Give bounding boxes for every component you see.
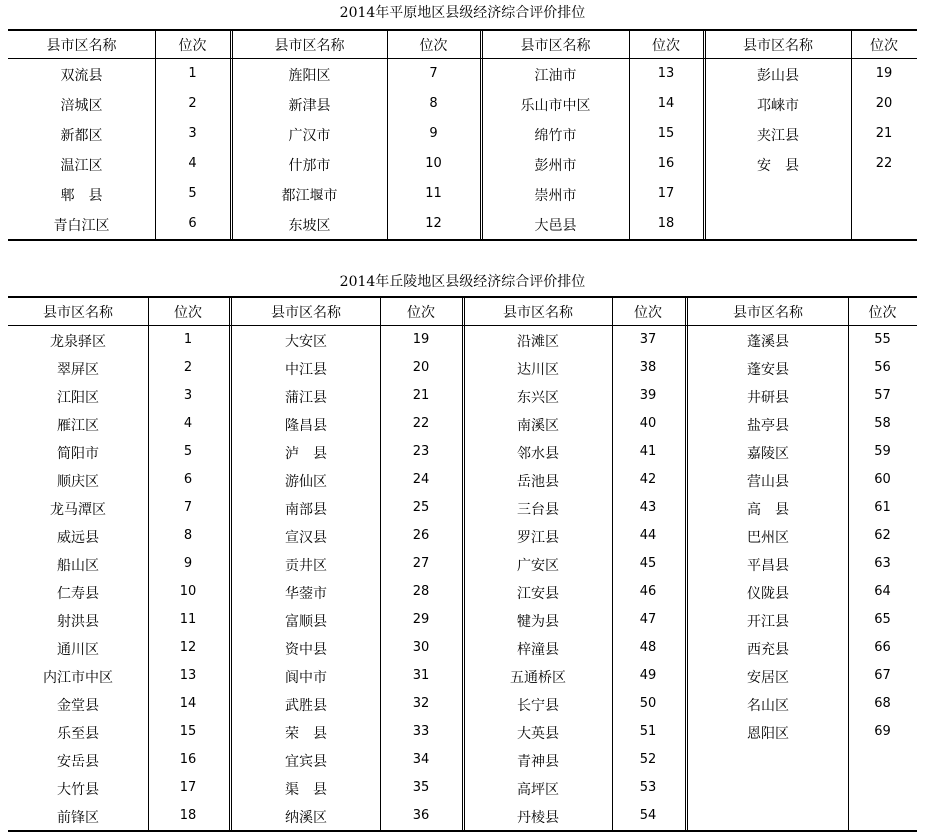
county-name: 都江堰市: [281, 188, 338, 204]
rank-value: 54: [639, 808, 657, 823]
rank-value: 26: [412, 528, 430, 543]
county-name: 射洪县: [57, 614, 99, 630]
county-name: 三台县: [517, 502, 559, 518]
rank-value: 61: [874, 500, 891, 515]
county-name: 巴州区: [747, 530, 789, 546]
county-name: 梓潼县: [517, 642, 559, 658]
rank-value: 1: [188, 66, 197, 81]
county-name: 威远县: [57, 530, 99, 546]
rank-value: 7: [429, 66, 438, 81]
rank-value: 8: [429, 96, 438, 111]
hill-group-separator: [462, 296, 463, 830]
rank-value: 2: [188, 96, 197, 111]
county-name: 彭山县: [757, 68, 799, 84]
rank-value: 11: [425, 186, 442, 201]
county-name: 新都区: [60, 128, 103, 144]
rank-value: 52: [639, 752, 657, 767]
plain-header-name: 县市区名称: [743, 37, 813, 54]
rank-value: 2: [183, 360, 193, 375]
rank-value: 69: [874, 724, 891, 739]
rank-value: 5: [188, 186, 197, 201]
rank-value: 49: [639, 668, 657, 683]
rank-value: 23: [412, 444, 430, 459]
county-name: 温江区: [60, 158, 103, 174]
plain-header-name: 县市区名称: [46, 37, 117, 54]
county-name: 中江县: [285, 362, 327, 378]
plain-bottom-rule: [8, 239, 917, 241]
rank-value: 30: [412, 640, 430, 655]
rank-value: 22: [412, 416, 430, 431]
county-name: 渠 县: [285, 782, 327, 798]
rank-value: 13: [179, 668, 197, 683]
county-name: 崇州市: [534, 188, 577, 204]
county-name: 高坪区: [517, 782, 559, 798]
county-name: 乐山市中区: [520, 98, 591, 114]
rank-value: 15: [179, 724, 197, 739]
rank-value: 40: [639, 416, 657, 431]
plain-header-name: 县市区名称: [274, 37, 345, 54]
county-name: 郫 县: [60, 188, 103, 204]
county-name: 新津县: [288, 98, 331, 114]
rank-value: 57: [874, 388, 891, 403]
county-name: 资中县: [285, 642, 327, 658]
county-name: 安岳县: [57, 754, 99, 770]
rank-value: 48: [639, 640, 657, 655]
county-name: 纳溪区: [285, 810, 327, 826]
rank-value: 12: [425, 216, 442, 231]
rank-value: 17: [657, 186, 675, 201]
county-name: 阆中市: [285, 670, 327, 686]
rank-value: 8: [183, 528, 193, 543]
rank-value: 68: [874, 696, 891, 711]
hill-header-rank: 位次: [174, 304, 202, 321]
county-name: 犍为县: [517, 614, 559, 630]
rank-value: 55: [874, 332, 891, 347]
plain-group-separator: [480, 29, 481, 239]
rank-value: 12: [179, 640, 197, 655]
rank-value: 34: [412, 752, 430, 767]
county-name: 安 县: [757, 158, 799, 174]
hill-header-name: 县市区名称: [503, 304, 573, 321]
plain-header-name: 县市区名称: [520, 37, 591, 54]
county-name: 涪城区: [60, 98, 103, 114]
plain-group-separator: [230, 29, 231, 239]
rank-value: 31: [412, 668, 430, 683]
hill-header-rank: 位次: [634, 304, 662, 321]
county-name: 盐亭县: [747, 418, 789, 434]
rank-value: 6: [183, 472, 193, 487]
rank-value: 9: [429, 126, 438, 141]
rank-value: 20: [412, 360, 430, 375]
rank-value: 64: [874, 584, 891, 599]
plain-header-rank: 位次: [870, 37, 898, 54]
rank-value: 27: [412, 556, 430, 571]
county-name: 蒲江县: [285, 390, 327, 406]
county-name: 蓬溪县: [747, 334, 789, 350]
hill-header-rank: 位次: [407, 304, 435, 321]
rank-value: 18: [179, 808, 197, 823]
county-name: 高 县: [747, 502, 789, 518]
rank-value: 45: [639, 556, 657, 571]
county-name: 游仙区: [285, 474, 327, 490]
rank-value: 17: [179, 780, 197, 795]
county-name: 丹棱县: [517, 810, 559, 826]
county-name: 简阳市: [57, 446, 99, 462]
rank-value: 63: [874, 556, 891, 571]
county-name: 罗江县: [517, 530, 559, 546]
county-name: 江安县: [517, 586, 559, 602]
rank-value: 20: [875, 96, 893, 111]
county-name: 井研县: [747, 390, 789, 406]
county-name: 平昌县: [747, 558, 789, 574]
county-name: 大竹县: [57, 782, 99, 798]
rank-value: 16: [179, 752, 197, 767]
rank-value: 56: [874, 360, 891, 375]
county-name: 双流县: [60, 68, 103, 84]
plain-table-title: 2014年平原地区县级经济综合评价排位: [339, 5, 586, 21]
county-name: 顺庆区: [57, 474, 99, 490]
county-name: 西充县: [747, 642, 789, 658]
rank-value: 28: [412, 584, 430, 599]
rank-value: 46: [639, 584, 657, 599]
county-name: 南溪区: [517, 418, 559, 434]
rank-value: 1: [183, 332, 193, 347]
county-name: 青白江区: [53, 218, 110, 234]
rank-value: 33: [412, 724, 430, 739]
county-name: 五通桥区: [510, 670, 566, 686]
county-name: 邻水县: [517, 446, 559, 462]
rank-value: 37: [639, 332, 657, 347]
rank-value: 14: [657, 96, 675, 111]
county-name: 仁寿县: [57, 586, 99, 602]
county-name: 泸 县: [285, 446, 327, 462]
rank-value: 59: [874, 444, 891, 459]
county-name: 安居区: [747, 670, 789, 686]
county-name: 江油市: [534, 68, 577, 84]
county-name: 东兴区: [517, 390, 559, 406]
county-name: 岳池县: [517, 474, 559, 490]
county-name: 乐至县: [57, 726, 99, 742]
county-name: 开江县: [747, 614, 789, 630]
county-name: 蓬安县: [747, 362, 789, 378]
county-name: 武胜县: [285, 698, 327, 714]
county-name: 达川区: [517, 362, 559, 378]
plain-top-rule: [8, 29, 917, 31]
hill-header-name: 县市区名称: [43, 304, 113, 321]
rank-value: 16: [657, 156, 675, 171]
county-name: 金堂县: [57, 698, 99, 714]
rank-value: 51: [639, 724, 657, 739]
county-name: 龙马潭区: [50, 502, 106, 518]
rank-value: 38: [639, 360, 657, 375]
county-name: 青神县: [517, 754, 559, 770]
rank-value: 50: [639, 696, 657, 711]
county-name: 大英县: [517, 726, 559, 742]
plain-header-rank: 位次: [419, 37, 448, 54]
hill-header-name: 县市区名称: [271, 304, 341, 321]
county-name: 宣汉县: [285, 530, 327, 546]
county-name: 内江市中区: [43, 670, 113, 686]
rank-value: 10: [179, 584, 197, 599]
county-name: 隆昌县: [285, 418, 327, 434]
rank-value: 15: [657, 126, 675, 141]
hill-group-separator: [229, 296, 230, 830]
rank-value: 47: [639, 612, 657, 627]
rank-value: 67: [874, 668, 891, 683]
rank-value: 21: [875, 126, 893, 141]
county-name: 大安区: [285, 334, 327, 350]
county-name: 嘉陵区: [747, 446, 789, 462]
rank-value: 53: [639, 780, 657, 795]
rank-value: 41: [639, 444, 657, 459]
rank-value: 60: [874, 472, 891, 487]
rank-value: 14: [179, 696, 197, 711]
county-name: 长宁县: [517, 698, 559, 714]
hill-header-name: 县市区名称: [733, 304, 803, 321]
rank-value: 32: [412, 696, 430, 711]
plain-header-rule: [8, 58, 917, 59]
county-name: 宜宾县: [285, 754, 327, 770]
rank-value: 4: [183, 416, 193, 431]
hill-table-title: 2014年丘陵地区县级经济综合评价排位: [339, 274, 586, 290]
rank-value: 13: [657, 66, 675, 81]
county-name: 沿滩区: [517, 334, 559, 350]
county-name: 荣 县: [285, 726, 327, 742]
county-name: 什邡市: [288, 158, 331, 174]
rank-value: 6: [188, 216, 197, 231]
rank-value: 9: [183, 556, 193, 571]
rank-value: 35: [412, 780, 430, 795]
county-name: 通川区: [57, 642, 99, 658]
rank-value: 39: [639, 388, 657, 403]
county-name: 恩阳区: [747, 726, 789, 742]
county-name: 广安区: [517, 558, 559, 574]
county-name: 翠屏区: [57, 362, 99, 378]
county-name: 邛崃市: [757, 98, 799, 114]
plain-header-rank: 位次: [178, 37, 207, 54]
county-name: 仪陇县: [747, 586, 789, 602]
hill-group-separator: [685, 296, 686, 830]
rank-value: 19: [412, 332, 430, 347]
plain-header-rank: 位次: [652, 37, 680, 54]
plain-group-separator: [703, 29, 704, 239]
rank-value: 10: [425, 156, 442, 171]
county-name: 江阳区: [57, 390, 99, 406]
county-name: 营山县: [747, 474, 789, 490]
rank-value: 43: [639, 500, 657, 515]
hill-header-rank: 位次: [868, 304, 897, 321]
rank-value: 42: [639, 472, 657, 487]
rank-value: 3: [188, 126, 197, 141]
county-name: 华蓥市: [285, 586, 327, 602]
rank-value: 21: [412, 388, 430, 403]
rank-value: 44: [639, 528, 657, 543]
rank-value: 5: [183, 444, 193, 459]
county-name: 大邑县: [534, 218, 577, 234]
county-name: 彭州市: [534, 158, 577, 174]
rank-value: 11: [179, 612, 197, 627]
rank-value: 58: [874, 416, 891, 431]
county-name: 名山区: [747, 698, 789, 714]
rank-value: 22: [875, 156, 893, 171]
rank-value: 25: [412, 500, 430, 515]
rank-value: 29: [412, 612, 430, 627]
rank-value: 36: [412, 808, 430, 823]
rank-value: 24: [412, 472, 430, 487]
rank-value: 7: [183, 500, 193, 515]
county-name: 夹江县: [757, 128, 799, 144]
county-name: 绵竹市: [534, 128, 577, 144]
hill-bottom-rule: [8, 830, 917, 832]
rank-value: 19: [875, 66, 893, 81]
county-name: 雁江区: [57, 418, 99, 434]
rank-value: 18: [657, 216, 675, 231]
rank-value: 4: [188, 156, 197, 171]
county-name: 龙泉驿区: [50, 334, 106, 350]
rank-value: 62: [874, 528, 891, 543]
county-name: 前锋区: [57, 810, 99, 826]
rank-value: 65: [874, 612, 891, 627]
county-name: 富顺县: [285, 614, 327, 630]
county-name: 广汉市: [288, 128, 331, 144]
county-name: 旌阳区: [288, 68, 331, 84]
county-name: 东坡区: [288, 218, 331, 234]
rank-value: 66: [874, 640, 891, 655]
county-name: 船山区: [57, 558, 99, 574]
county-name: 南部县: [285, 502, 327, 518]
rank-value: 3: [183, 388, 193, 403]
county-name: 贡井区: [285, 558, 327, 574]
